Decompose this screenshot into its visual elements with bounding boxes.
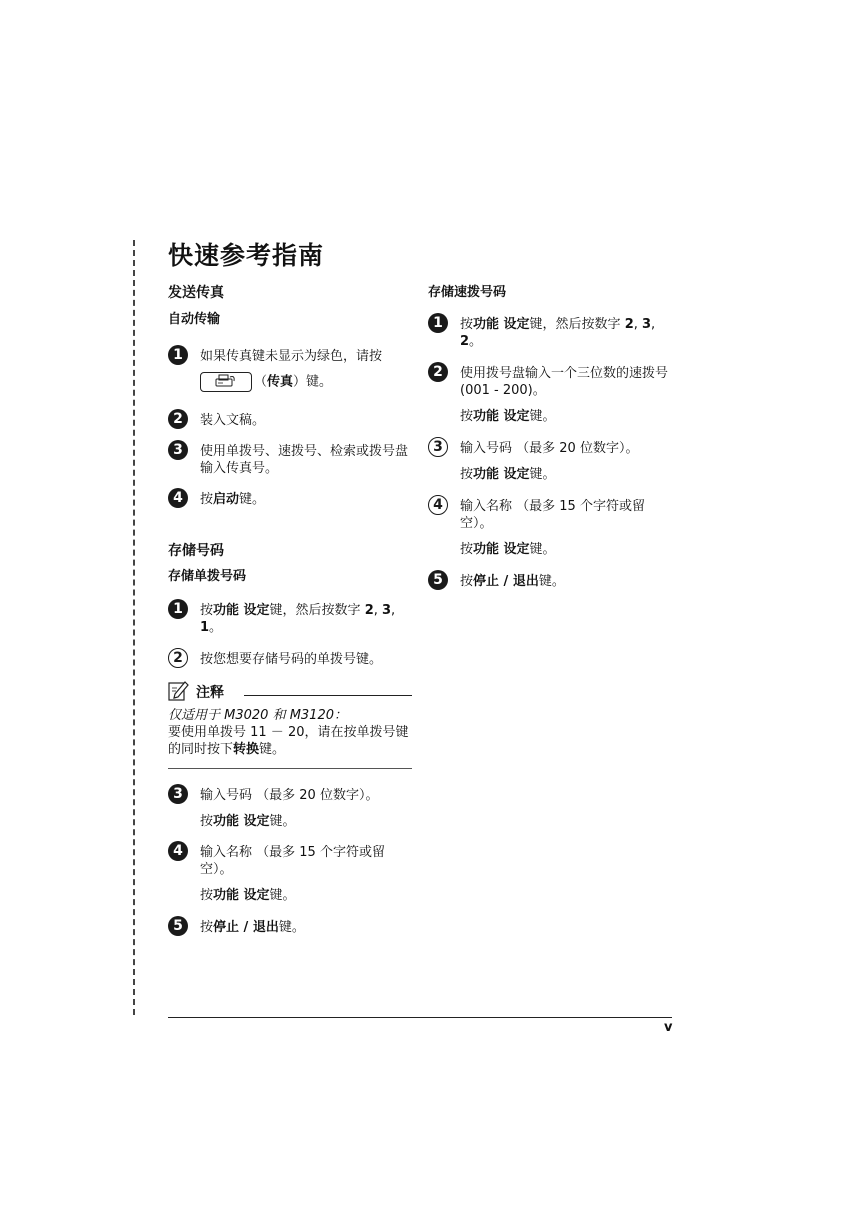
- send-step-4: [168, 491, 412, 508]
- store-step-2: [168, 651, 412, 668]
- send-step-1: [168, 348, 412, 392]
- note-text: [168, 724, 412, 758]
- step-text-mid: 键，然后按数字: [529, 317, 625, 332]
- step-number: 2: [428, 362, 448, 382]
- function-key-label: 功能 设定: [473, 467, 530, 482]
- send-step-3: [168, 443, 412, 477]
- step-text-pre: 按: [200, 492, 214, 507]
- fax-key-icon: [200, 372, 252, 392]
- speed-step-3: [428, 440, 672, 457]
- step-number: 3: [428, 437, 448, 457]
- comma: ,: [633, 317, 642, 332]
- sub-text-post: 键。: [529, 467, 556, 482]
- key-paren-close: ）键。: [293, 374, 333, 390]
- step-text: 装入文稿。: [200, 413, 266, 428]
- step-number: 1: [168, 599, 188, 619]
- step-text-pre: 按: [200, 920, 214, 935]
- store-step-4-sub: [168, 887, 412, 904]
- note-bottom-rule: [168, 768, 412, 769]
- step-text-post: 键。: [239, 492, 266, 507]
- speed-step-3-sub: [428, 466, 672, 483]
- step-text-post: 键。: [278, 920, 305, 935]
- note-text-post: 键。: [259, 742, 286, 757]
- footer-rule: [168, 1017, 672, 1018]
- function-key-label: 功能 设定: [473, 317, 530, 332]
- step-number: 4: [428, 495, 448, 515]
- speed-step-4-sub: [428, 541, 672, 558]
- stop-exit-key-label: 停止 / 退出: [213, 920, 279, 935]
- speed-step-4: [428, 498, 672, 532]
- sub-text-pre: 按: [200, 888, 214, 903]
- step-text: 使用单拨号、速拨号、检索或拨号盘输入传真号。: [200, 444, 409, 476]
- sub-text-post: 键。: [269, 888, 296, 903]
- step-text-pre: 按: [200, 603, 214, 618]
- function-key-label: 功能 设定: [473, 542, 530, 557]
- sub-text-post: 键。: [529, 409, 556, 424]
- sub-text-pre: 按: [460, 542, 474, 557]
- comma: ,: [373, 603, 382, 618]
- step-number: 2: [168, 409, 188, 429]
- key-paren-open: （: [254, 374, 268, 390]
- note-box: [168, 682, 412, 769]
- note-italic-line: 仅适用于 M3020 和 M3120：: [168, 708, 347, 723]
- step-text-post: 键。: [538, 574, 565, 589]
- send-fax-heading: 发送传真: [168, 285, 224, 301]
- note-rule: [244, 695, 412, 696]
- function-key-label: 功能 设定: [213, 888, 270, 903]
- step-text: 输入号码 （最多 20 位数字）。: [460, 441, 639, 456]
- left-column: [168, 284, 412, 936]
- sub-text-pre: 按: [460, 409, 474, 424]
- fax-key-line: [200, 372, 412, 392]
- step-number: 4: [168, 488, 188, 508]
- page-number: v: [664, 1020, 673, 1035]
- step-text: 输入号码 （最多 20 位数字）。: [200, 788, 379, 803]
- function-key-label: 功能 设定: [213, 814, 270, 829]
- step-text: 按您想要存储号码的单拨号键。: [200, 652, 383, 667]
- shift-key-label: 转换: [233, 742, 260, 757]
- step-number: 2: [168, 648, 188, 668]
- store-numbers-heading: 存储号码: [168, 543, 224, 559]
- store-step-1: [168, 602, 412, 636]
- store-step-3: [168, 787, 412, 804]
- step-text-post: 。: [209, 620, 223, 635]
- sub-text-post: 键。: [529, 542, 556, 557]
- speed-step-5: [428, 573, 672, 590]
- speed-step-2-sub: [428, 408, 672, 425]
- page-title: 快速参考指南: [168, 241, 325, 270]
- step-text: 输入名称 （最多 15 个字符或留空）。: [460, 499, 645, 531]
- step-number: 5: [168, 916, 188, 936]
- step-number: 4: [168, 841, 188, 861]
- step-text-pre: 按: [460, 317, 474, 332]
- right-column: [428, 284, 672, 590]
- digit: 3: [382, 603, 392, 618]
- note-label: 注释: [196, 684, 224, 701]
- store-step-5: [168, 919, 412, 936]
- comma: ,: [391, 603, 396, 618]
- note-text-pre: 要使用单拨号 11 － 20，请在按单拨号键的同时按下: [168, 725, 409, 757]
- step-text-post: 。: [469, 334, 483, 349]
- speed-step-1: [428, 316, 672, 350]
- step-number: 3: [168, 440, 188, 460]
- sub-text-pre: 按: [200, 814, 214, 829]
- speed-step-2: [428, 365, 672, 399]
- sub-text-post: 键。: [269, 814, 296, 829]
- step-number: 1: [168, 345, 188, 365]
- digit: 2: [364, 603, 374, 618]
- store-step-4: [168, 844, 412, 878]
- digit: 2: [624, 317, 634, 332]
- send-step-2: [168, 412, 412, 429]
- stop-exit-key-label: 停止 / 退出: [473, 574, 539, 589]
- step-number: 5: [428, 570, 448, 590]
- comma: ,: [651, 317, 656, 332]
- fax-key-label: 传真: [267, 374, 294, 390]
- function-key-label: 功能 设定: [473, 409, 530, 424]
- step-text-mid: 键，然后按数字: [269, 603, 365, 618]
- step-text: 如果传真键未显示为绿色，请按: [200, 349, 383, 364]
- store-one-touch-subheading: 存储单拨号码: [168, 569, 247, 584]
- digit: 3: [642, 317, 652, 332]
- digit: 1: [200, 620, 210, 635]
- step-text: 输入名称 （最多 15 个字符或留空）。: [200, 845, 385, 877]
- store-speed-dial-heading: 存储速拨号码: [428, 285, 507, 300]
- store-step-3-sub: [168, 813, 412, 830]
- cut-line: [133, 240, 135, 1015]
- start-key-label: 启动: [213, 492, 240, 507]
- step-text-pre: 按: [460, 574, 474, 589]
- step-number: 1: [428, 313, 448, 333]
- sub-text-pre: 按: [460, 467, 474, 482]
- function-key-label: 功能 设定: [213, 603, 270, 618]
- note-header: [168, 682, 412, 704]
- step-number: 3: [168, 784, 188, 804]
- step-text: 使用拨号盘输入一个三位数的速拨号 (001 - 200)。: [460, 366, 669, 398]
- pencil-note-icon: [168, 681, 190, 706]
- digit: 2: [460, 334, 470, 349]
- auto-transmit-subheading: 自动传输: [168, 312, 221, 327]
